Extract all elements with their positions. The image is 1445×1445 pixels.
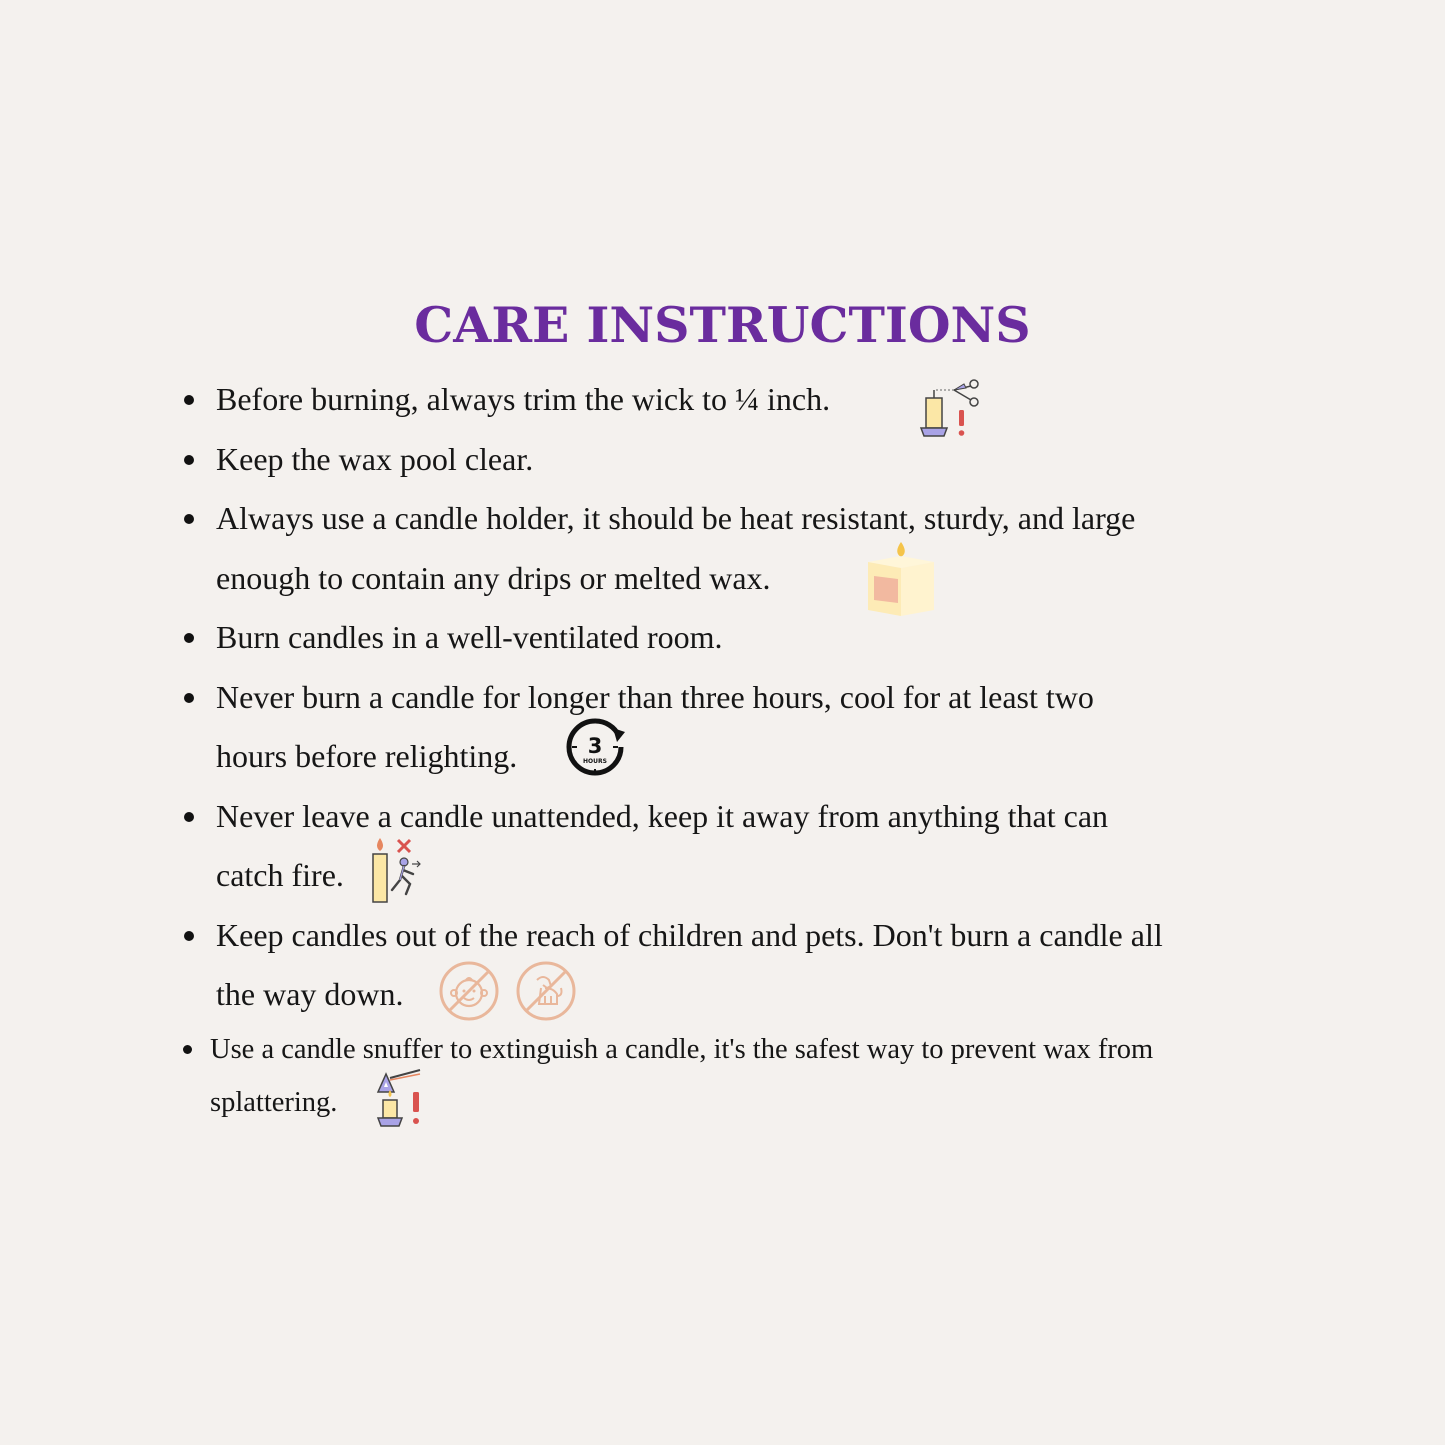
list-item-text: the way down.: [216, 976, 404, 1012]
page-title: CARE INSTRUCTIONS: [414, 296, 1031, 354]
list-item-text: Never burn a candle for longer than three hours, cool for at least two: [216, 679, 1094, 715]
candle-snuffer-icon: [376, 1068, 426, 1130]
bullet: [183, 1045, 192, 1054]
list-item-text: Before burning, always trim the wick to ¼ inch.: [216, 381, 831, 417]
timer-unit: HOURS: [583, 758, 607, 765]
list-item-text: Keep candles out of the reach of children and pets. Don't burn a candle all: [216, 917, 1163, 953]
bullet: [184, 812, 194, 822]
bullet: [184, 514, 194, 524]
bullet: [184, 633, 194, 643]
list-item-text: Keep the wax pool clear.: [216, 441, 534, 477]
no-children-icon: [438, 960, 500, 1022]
list-item-text: hours before relighting.: [216, 738, 518, 774]
list-item-text: splattering.: [210, 1087, 338, 1118]
list-item-text: Use a candle snuffer to extinguish a candle, it's the safest way to prevent wax from: [210, 1034, 1154, 1065]
list-item-text: Always use a candle holder, it should be heat resistant, sturdy, and large: [216, 500, 1136, 536]
list-item-text: Never leave a candle unattended, keep it away from anything that can: [216, 798, 1109, 834]
candle-wick-trim-icon: [918, 378, 982, 440]
bullet: [184, 395, 194, 405]
bullet: [184, 693, 194, 703]
list-item-text: catch fire.: [216, 857, 344, 893]
list-item-text: Burn candles in a well-ventilated room.: [216, 619, 723, 655]
bullet: [184, 931, 194, 941]
list-item-text: enough to contain any drips or melted wax.: [216, 560, 771, 596]
no-pets-icon: [515, 960, 577, 1022]
bullet: [184, 455, 194, 465]
three-hours-timer-icon: [564, 716, 626, 778]
timer-number: 3: [587, 734, 603, 758]
leave-candle-unattended-icon: [368, 836, 424, 904]
candle-jar-icon: [864, 540, 938, 618]
